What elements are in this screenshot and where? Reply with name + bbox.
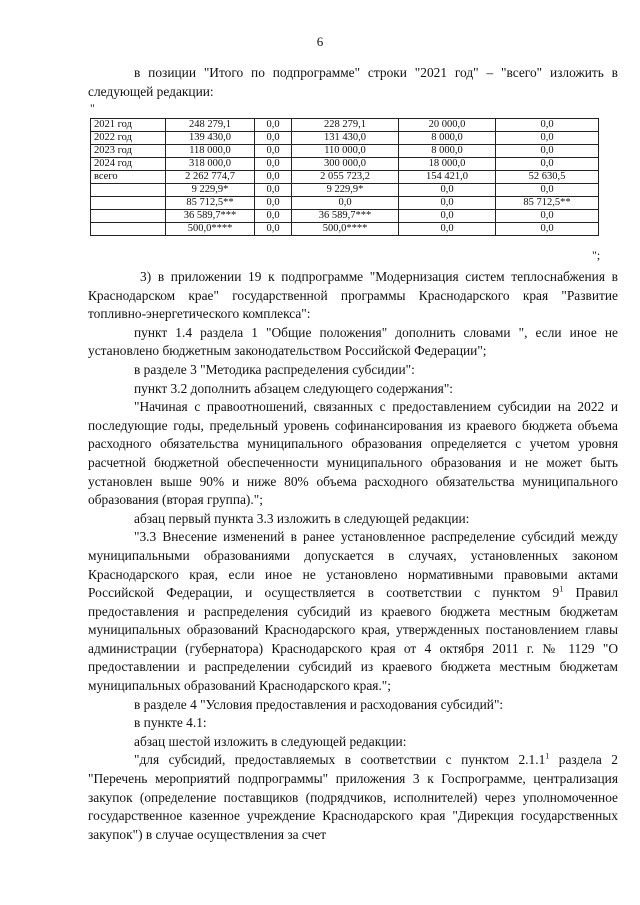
table-cell: 500,0**** (166, 223, 255, 236)
open-quote: " (90, 101, 95, 115)
table-cell: 0,0 (399, 197, 496, 210)
table-cell: 154 421,0 (399, 171, 496, 184)
paragraph-p3-3: абзац первый пункта 3.3 изложить в следующей редакции: (134, 510, 470, 526)
table-cell: 36 589,7*** (166, 210, 255, 223)
table-cell: 52 630,5 (496, 171, 599, 184)
paragraph-quote-subsidies: "для субсидий, предоставляемых в соответствии с пунктом 2.1.1$^1$ раздела 2 "Перечень мероприятий подпрограммы" приложения 3 к Госпрограмме, централизация закупок (определение поставщиков (подрядчиков, исполнителей) через уполномоченное государственное казенное учреждение Краснодарского края "Дирекция государственных закупок") в случае осуществления за счет (88, 751, 618, 842)
table-cell: 0,0 (255, 223, 292, 236)
paragraph-p3-2: пункт 3.2 дополнить абзацем следующего содержания": (134, 380, 454, 396)
table-row (91, 184, 599, 197)
financing-table (90, 118, 599, 236)
table-cell: 500,0**** (292, 223, 399, 236)
table-cell: 131 430,0 (292, 132, 399, 145)
paragraph-quote-3-3: "3.3 Внесение изменений в ранее установленное распределение субсидий между муниципальными образованиями допускается в случаях, установленных законом Краснодарского края, если иное не установлено нормативными правовыми актами Российской Федерации, и осуществляется в соответствии с пунктом $9^1$ Правил предоставления и распределения субсидий из краевого бюджета местным бюджетам муниципальных образований Краснодарского края, утвержденных постановлением главы администрации (губернатора) Краснодарского края от 4 октября 2011 г. № 1129 "О предоставлении и распределении субсидий из краевого бюджета местным бюджетам муниципальных образований Краснодарского края."; (88, 529, 618, 694)
table-cell: 139 430,0 (166, 132, 255, 145)
table-cell: 0,0 (496, 223, 599, 236)
table-cell: 2021 год (91, 119, 166, 132)
table-cell: 85 712,5** (166, 197, 255, 210)
table-cell: 36 589,7*** (292, 210, 399, 223)
table-cell: 0,0 (399, 223, 496, 236)
intro-block (88, 64, 618, 101)
table-cell: 20 000,0 (399, 119, 496, 132)
paragraph-quote-3-2: "Начиная с правоотношений, связанных с предоставлением субсидии на 2022 и последующие годы, предельный уровень софинансирования из краевого бюджета объема расходного обязательства муниципального образования определяется с учетом уровня расчетной бюджетной обеспеченности муниципального образования и не может быть установлен выше 90% и ниже 80% объема расходного обязательства муниципального образования (вторая группа)."; (88, 399, 618, 508)
paragraph-section-4: в разделе 4 "Условия предоставления и расходования субсидий": (134, 696, 504, 712)
paragraph-item-3: 3) в приложении 19 к подпрограмме "Модернизация систем теплоснабжения в Краснодарском крае" государственной программы Краснодарского края "Развитие топливно-энергетического комплекса": (88, 269, 618, 322)
table-cell: 9 229,9* (292, 184, 399, 197)
table-cell (91, 210, 166, 223)
paragraph-abzac-6: абзац шестой изложить в следующей редакции: (134, 733, 407, 749)
table-cell: 8 000,0 (399, 132, 496, 145)
table-row (91, 197, 599, 210)
table-cell: 0,0 (255, 119, 292, 132)
paragraph-p1-4: пункт 1.4 раздела 1 "Общие положения" дополнить словами ", если иное не установлено бюджетным законодательством Российской Федерации"; (88, 324, 618, 359)
table-cell: 2 262 774,7 (166, 171, 255, 184)
table-cell: 0,0 (255, 197, 292, 210)
table-cell: 0,0 (496, 119, 599, 132)
table-cell (91, 197, 166, 210)
paragraph-section-3: в разделе 3 "Методика распределения субсидии": (134, 361, 415, 377)
table-cell: 0,0 (255, 171, 292, 184)
table-cell: 228 279,1 (292, 119, 399, 132)
table-cell: 0,0 (292, 197, 399, 210)
table-cell: 0,0 (255, 158, 292, 171)
table-row (91, 145, 599, 158)
table-cell: 0,0 (255, 145, 292, 158)
table-cell: 0,0 (399, 184, 496, 197)
table-cell: 118 000,0 (166, 145, 255, 158)
body-text (88, 268, 618, 844)
intro-paragraph: в позиции "Итого по подпрограмме" строки "2021 год" – "всего" изложить в следующей редакции: (88, 65, 618, 99)
table-cell: 318 000,0 (166, 158, 255, 171)
table-cell: 110 000,0 (292, 145, 399, 158)
table-row (91, 119, 599, 132)
table-cell: 85 712,5** (496, 197, 599, 210)
table-cell: всего (91, 171, 166, 184)
table-cell: 18 000,0 (399, 158, 496, 171)
table-row (91, 223, 599, 236)
table-row (91, 158, 599, 171)
table-row (91, 132, 599, 145)
table-cell: 0,0 (496, 184, 599, 197)
table-cell: 0,0 (496, 145, 599, 158)
table-cell: 0,0 (255, 210, 292, 223)
table-cell (91, 184, 166, 197)
table-row (91, 210, 599, 223)
table-cell: 2023 год (91, 145, 166, 158)
table-cell: 0,0 (496, 210, 599, 223)
table-cell: 8 000,0 (399, 145, 496, 158)
table-cell: 2024 год (91, 158, 166, 171)
page-number: 6 (316, 34, 324, 49)
table-cell: 248 279,1 (166, 119, 255, 132)
table-cell: 300 000,0 (292, 158, 399, 171)
table-cell: 2 055 723,2 (292, 171, 399, 184)
table-cell: 0,0 (255, 132, 292, 145)
footnote-superscript: 1 (559, 584, 564, 594)
table-cell: 0,0 (496, 158, 599, 171)
table-cell: 2022 год (91, 132, 166, 145)
close-quote: "; (592, 248, 601, 262)
table-cell: 9 229,9* (166, 184, 255, 197)
footnote-superscript: 1 (545, 751, 550, 761)
table-cell: 0,0 (496, 132, 599, 145)
table-row (91, 171, 599, 184)
table-cell: 0,0 (399, 210, 496, 223)
table-cell: 0,0 (255, 184, 292, 197)
paragraph-p4-1: в пункте 4.1: (134, 715, 207, 731)
table-cell (91, 223, 166, 236)
